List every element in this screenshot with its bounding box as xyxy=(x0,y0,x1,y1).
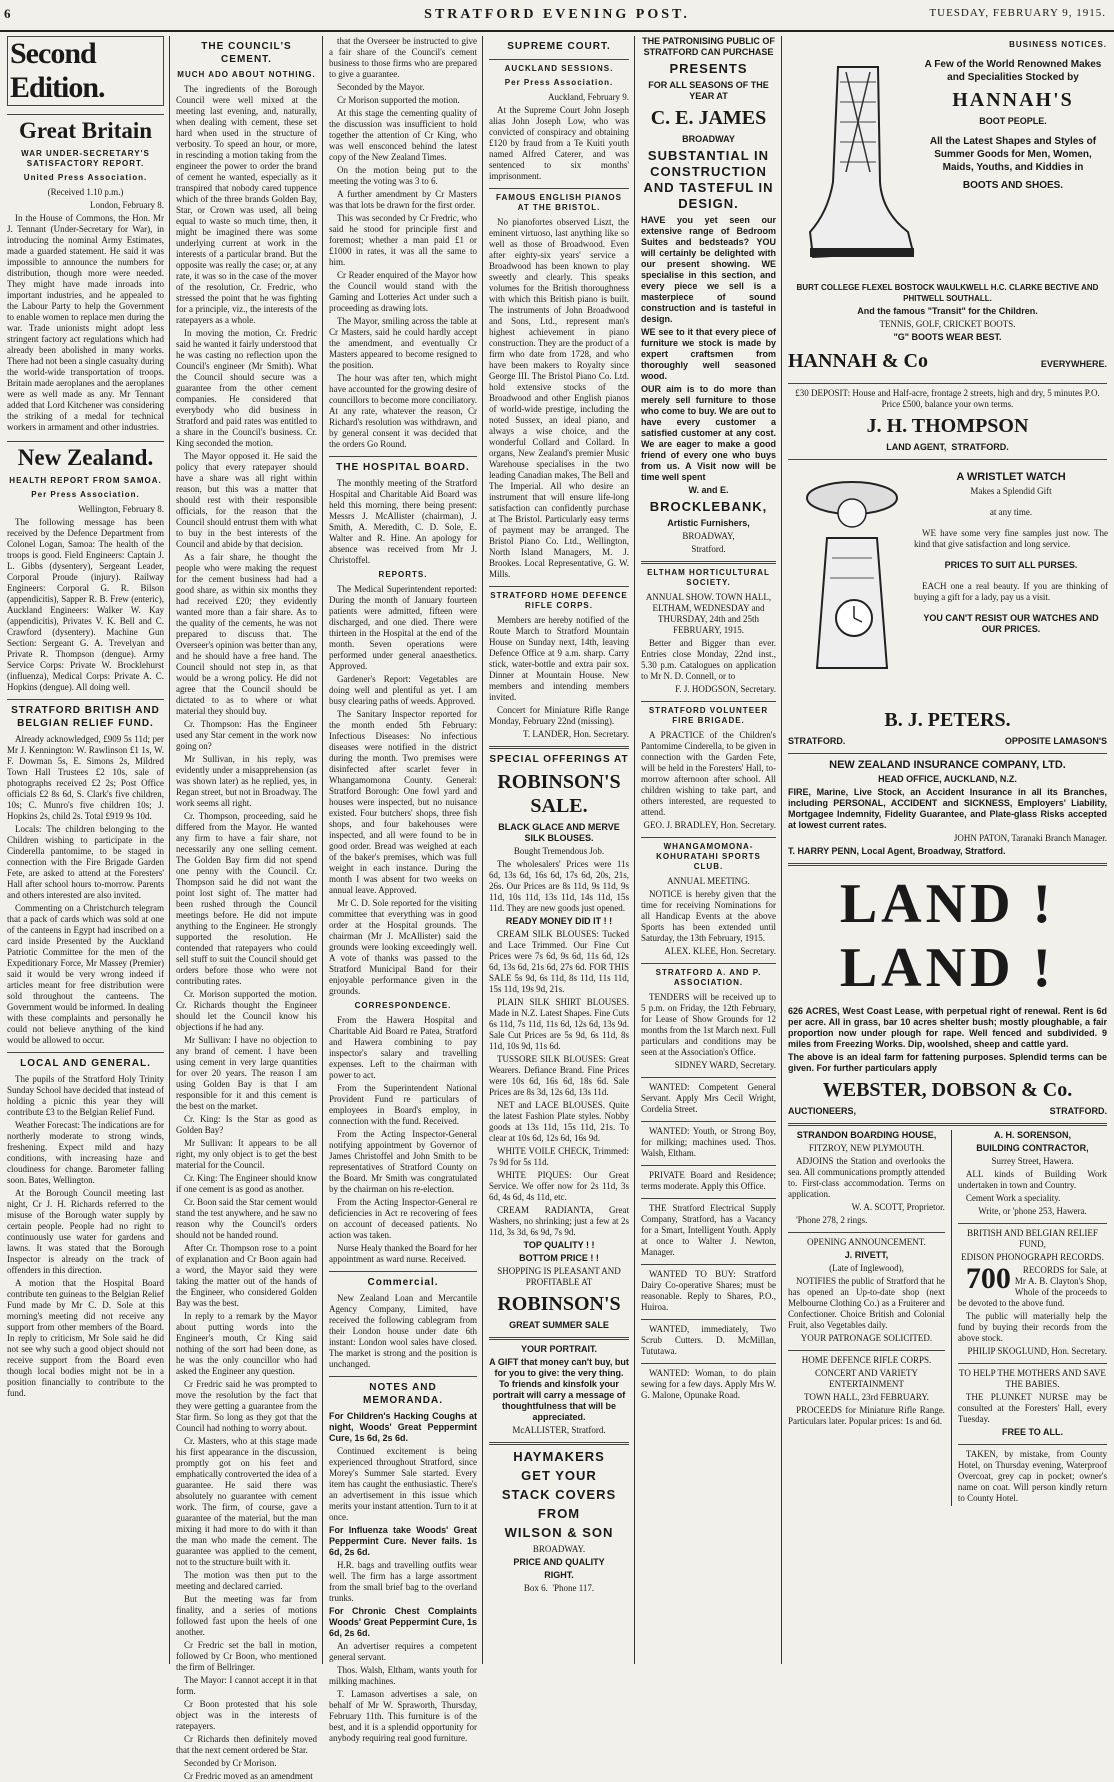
boot-makes-list: BURT COLLEGE FLEXEL BOSTOCK WAULKWELL H.C. CLARKE BECTIVE AND PHITWELL SOUTHALL. xyxy=(796,283,1099,303)
article-paragraph: Mr Sullivan: I have no objection to any brand of cement. I have been using cement in very large quantities for over 20 years. The reason I am using Golden Bay is that I am responsible for it and this cement is the best on the market. xyxy=(176,1035,317,1111)
headline-hospital-board: THE HOSPITAL BOARD. xyxy=(336,462,470,473)
ad-line: Bought Tremendous Job. xyxy=(513,846,605,856)
ad-line: YOUR PATRONAGE SOLICITED. xyxy=(800,1333,933,1343)
article-paragraph: Cr. King: The Engineer should know if one cement is as good as another. xyxy=(176,1173,317,1194)
ad-line: Stratford. xyxy=(691,544,726,554)
notice-paragraph: NOTICE is hereby given that the time for receiving Nominations for all Handicap Events at the above Sports has been extended until Saturday, the 13th February, 1915. xyxy=(641,889,776,943)
article-paragraph: Cr. Thompson, proceeding, said he differed from the Mayor. He wanted any firm to have a fair share, not necessarily any one selling cement. The Golden Bay firm did not spend one penny with the Council. Cr. Thompson said he did not want the point lost sight of. The matter had been rushed through the Council meetings before. He did not impute anything to the Engineer. He strongly supported the resolution. He contended that ratepayers who could sell stuff to suit the Council should get orders before those who were not contributing rates. xyxy=(176,811,317,986)
ad-line xyxy=(957,1262,1108,1309)
headline-rifle-corps: STRATFORD HOME DEFENCE RIFLE CORPS. xyxy=(490,591,628,610)
ad-robinsons: ROBINSON'S xyxy=(497,1293,621,1315)
ad-line: £30 DEPOSIT: House and Half-acre, frontage 2 streets, high and dry, 5 minutes P.O. Price £500, balance your own terms. xyxy=(795,388,1100,409)
article-paragraph: But the meeting was far from finality, and a series of motions followed fast upon the heels of one another. xyxy=(176,1594,317,1637)
divider xyxy=(641,837,776,838)
divider xyxy=(958,1363,1107,1364)
column-rule xyxy=(169,36,170,1664)
article-paragraph: Cr. Boon said the Star cement would stand the test anywhere, and he saw no reason why the Council's orders should not be handed round. xyxy=(176,1197,317,1240)
dateline: Auckland, February 9. xyxy=(548,92,629,102)
divider xyxy=(958,1444,1107,1445)
headline-notes-memoranda: NOTES AND MEMORANDA. xyxy=(363,1382,443,1406)
ad-line: ALL kinds of Building Work undertaken in town and Country. xyxy=(957,1169,1108,1190)
ad-land: LAND ! LAND ! xyxy=(839,873,1056,999)
ad-line: STRANDON BOARDING HOUSE, xyxy=(796,1130,937,1140)
article-paragraph: At the Supreme Court John Joseph alias John Joseph Low, who was convicted of conspiracy and obtaining £120 by fraud from a Te Kuiti youth named Alfred Caterer, and was sentenced to six months' imprisonment. xyxy=(489,105,629,181)
ad-insurance-title: NEW ZEALAND INSURANCE COMPANY, LTD. xyxy=(829,759,1066,771)
ad-line: BOOT PEOPLE. xyxy=(979,116,1047,126)
agency-credit: United Press Association. xyxy=(23,173,148,182)
ad-wilson-son: WILSON & SON xyxy=(504,1525,614,1540)
ad-line: Artistic Furnishers, xyxy=(667,518,750,528)
classified-ad: THE Stratford Electrical Supply Company, Stratford, has a Vacancy for a Smart, Intelligent Youth. Apply at once to Walter J. Newton, Manager. xyxy=(641,1203,776,1257)
article-paragraph: From the Acting Inspector-General notifying appointment by Governor of James Christoffel and John Smith to be representatives of Stratford County on the Board. Mr Smith was congratulated by the chairman on his re-election. xyxy=(329,1129,477,1194)
divider xyxy=(788,1350,945,1351)
article-paragraph: The Mayor opposed it. He said the policy that every ratepayer should have a share was all right within reason, but this was a matter that should rest with their responsible officials, for the reason that the Council should entrust them with what to buy in the best interests of the Council and abide by that decision. xyxy=(176,451,317,549)
ad-line: EACH one a real beauty. If you are thinking of buying a gift for a lady, pay us a visit. xyxy=(914,581,1108,602)
article-paragraph: No pianofortes observed Liszt, the eminent virtuoso, last anything like so well as those of Broadwood. Even after eighty-six years' service a Broadwood has been known to play sweetly and clearly. This speaks volumes for the British thoroughness with which this British piano is built. The instruments of John Broadwood and Sons, Ltd., represent man's highest achievement in piano construction. They are the product of a firm who date from 1728, and who have been makers to Royalty since George III. The Bristol Piano Co. Ltd. hold extensive stocks of the Broadwood and other English pianos of world-wide prestige, including the noted Sussex, an ideal piano, and always a wise choice, and the wonderful Collard and Collard. In organs, New Zealand's premier Music Warehouse specialises in the two leading Canadian makes, The Bell and The Imperial. All who desire an instrument that will ensure life-long satisfaction can confidently purchase at The Bristol. Particularly easy terms of payment may be arranged. The Bristol Piano Co. Ltd., Wellington, North Island Managers, M. J. Brookes. Local Representative, G. W. Mills. xyxy=(489,217,629,579)
ad-line: TOP QUALITY ! ! xyxy=(523,1240,595,1250)
boot-illustration-icon xyxy=(798,62,918,272)
ad-line: TUSSORE SILK BLOUSES: Great Wearers. Defiance Brand. Fine Prices were 10s 6d, 16s 6d, 18s 6d. Sale Prices are 8s 3d, 12s 6d, 13s 11d. xyxy=(489,1054,629,1097)
article-paragraph: A further amendment by Cr Masters was that lots be drawn for the first order. xyxy=(329,189,477,210)
divider xyxy=(788,1232,945,1233)
column-rule xyxy=(781,36,782,1664)
ad-portrait-title: YOUR PORTRAIT. xyxy=(520,1344,597,1354)
ad-line: FITZROY, NEW PLYMOUTH. xyxy=(808,1143,925,1153)
notice-paragraph: TENDERS will be received up to 5 p.m. on Friday, the 12th February, for Lease of Show Grounds for 12 months from the 1st March next. Full particulars and conditions may be seen at the Association's Office. xyxy=(641,992,776,1057)
article-paragraph: Seconded by the Mayor. xyxy=(337,82,425,92)
divider xyxy=(958,1223,1107,1224)
second-edition-banner: Second Edition. xyxy=(7,36,164,106)
ad-line: BUILDING CONTRACTOR, xyxy=(976,1143,1089,1153)
ad-line: BROADWAY, xyxy=(682,531,735,541)
article-paragraph: This was seconded by Cr Fredric, who said he stood for principle first and foremost; whether a man paid £1 or £1000 in rates, it was all the same to him. xyxy=(329,213,477,267)
ad-line: STRATFORD. xyxy=(788,736,846,746)
divider xyxy=(489,1337,629,1340)
article-paragraph: From the Hawera Hospital and Charitable Aid Board re Patea, Stratford and Hawera combining to pay inspector's salary and travelling expenses. Left to the chairman with power to act. xyxy=(329,1015,477,1080)
column-5 xyxy=(636,36,781,1664)
ad-special-offerings: SPECIAL OFFERINGS AT xyxy=(489,754,629,765)
divider xyxy=(641,1363,776,1364)
column-2 xyxy=(171,36,322,1781)
ad-line: OPENING ANNOUNCEMENT. xyxy=(807,1237,926,1247)
headline-eltham-show: ELTHAM HORTICULTURAL SOCIETY. xyxy=(647,568,770,587)
article-paragraph: Weather Forecast: The indications are for northerly moderate to strong winds, freshening. Expect mild and hazy conditions, with increasing haze and cloudiness for change. Barometer falling soon. Bates, Wellington. xyxy=(7,1120,164,1185)
records-count: 700 xyxy=(965,1262,1011,1295)
ad-line: Cement Work a speciality. xyxy=(965,1193,1061,1203)
ad-peters: B. J. PETERS. xyxy=(884,709,1011,731)
classified-ad: PRIVATE Board and Residence; terms moderate. Apply this Office. xyxy=(641,1170,776,1191)
ad-line: NOTIFIES the public of Stratford that he has opened an Up-to-date shop (next Melbourne Clothing Co.) as a Fruiterer and Confectioner. Choice British and Colonial Fruit, also Vegetables daily. xyxy=(788,1276,945,1330)
ad-line: A. H. SORENSON, xyxy=(993,1130,1071,1140)
article-paragraph: Locals: The children belonging to the Children wishing to participate in the Cinderella pantomime, to be staged in connection with the Fire Brigade Garden Fete, are asked to attend at the Foresters' Hall after school hours to-morrow. Parents and others interested are also invited. xyxy=(7,824,164,900)
article-paragraph: T. Lamason advertises a sale, on behalf of Mr W. Spraworth, Thursday, February 11th. This furniture is of the best, and it is a splendid opportunity for anybody requiring real good furniture. xyxy=(329,1689,477,1743)
ad-line: WE have some very fine samples just now. The kind that give satisfaction and long service. xyxy=(914,528,1108,549)
ad-line: Makes a Splendid Gift xyxy=(970,486,1052,496)
article-paragraph: At the Borough Council meeting last night, Cr J. H. Richards referred to the misuse of the Borough water supply by certain people. People had no right to continuously use water for gardens and lawns. It was stated that the Borough Inspector is already on the track of offenders in this direction. xyxy=(7,1188,164,1275)
headline-commercial: Commercial. xyxy=(367,1277,439,1288)
ad-brocklebank: BROCKLEBANK, xyxy=(649,499,768,514)
column-4 xyxy=(484,36,634,1664)
ad-line: McALLISTER, Stratford. xyxy=(512,1425,606,1435)
lady-with-watch-illustration-icon xyxy=(792,468,912,698)
subhead-correspondence: CORRESPONDENCE. xyxy=(354,1001,452,1010)
signature: JOHN PATON, Taranaki Branch Manager. xyxy=(953,833,1107,843)
article-paragraph: The Sanitary Inspector reported for the month ended 5th February: Infectious Diseases: No infectious diseases were notified in the district during the month. Two premises were disinfected after scarlet fever in Whangamomona County. General: Stratford Borough: One fowl yard and houses were inspected, but no nuisance existed. Four butchers' shops, three fish shops, and four bakehouses were inspected, and all were found to be in good order. Bread was weighed at each of the baker's premises, which was full weight in each instance. During the month I was absent for two weeks on annual leave. Approved. xyxy=(329,709,477,895)
masthead xyxy=(0,2,1114,32)
ad-line: 626 ACRES, West Coast Lease, with perpetual right of renewal. Rent is 6d per acre. All in grass, bar 10 acres shelter bush; mostly ploughable, a fair proportion now under plough for rape. Well fenced and subdivided. 9 miles from Freezing Works. Dip, woolshed, sheep and cattle yard. xyxy=(788,1006,1107,1049)
ad-line: GREAT SUMMER SALE xyxy=(509,1320,609,1330)
ad-thompson: J. H. THOMPSON xyxy=(866,415,1029,437)
hannah-footer xyxy=(788,345,1107,377)
divider xyxy=(329,456,477,457)
subhead-auckland-sessions: AUCKLAND SESSIONS. xyxy=(504,64,614,73)
ad-line: Write, or 'phone 253, Hawera. xyxy=(978,1206,1087,1216)
article-paragraph: A motion that the Hospital Board contribute ten guineas to the Belgian Relief Fund made by Mr C. D. Sole at this morning's meeting did not receive any support from other members of the Board. In reply to criticism, Mr Sole said he did not see why such a good object should not receive support from the Board even though local bodies might not be in a position financially to contribute to the fund. xyxy=(7,1278,164,1398)
ad-line: NET and LACE BLOUSES. Quite the latest Fashion Plate styles. Nobby goods at 13s 11d, 15s 11d, 21s. To clear at 10s 6d, 12s 6d, 16s 9d. xyxy=(489,1100,629,1143)
divider xyxy=(788,1123,1107,1126)
ad-line: BROADWAY xyxy=(682,134,735,144)
article-paragraph: Nurse Healy thanked the Board for her appointment as ward nurse. Received. xyxy=(329,1243,477,1264)
received-time: (Received 1.10 p.m.) xyxy=(47,187,124,197)
business-notices-header: BUSINESS NOTICES. xyxy=(1009,40,1107,49)
divider xyxy=(641,1077,776,1078)
article-paragraph: As a fair share, he thought the people who were making the request for the cement business had had a good share, as within six months they had received £20; they evidently wanted more than a fair share. As to the quality of the cements, he was not prepared to discuss that. The Overseer's opinion was better than any, and he should have a free hand. The Council should not step in, as that would be a wrong policy. He did not agree that the Council should be dictated to as to where or what material they should buy. xyxy=(176,552,317,716)
column-rule xyxy=(482,36,483,1664)
article-paragraph: H.R. bags and travelling outfits wear well. The firm has a large assortment from the small brief bag to the overland trunks. xyxy=(329,1560,477,1603)
ad-line: TENNIS, GOLF, CRICKET BOOTS. xyxy=(879,319,1016,329)
headline-sports-club: WHANGAMOMONA-KOHURATAHI SPORTS CLUB. xyxy=(656,842,761,871)
article-paragraph: Continued excitement is being experienced throughout Stratford, since Morey's Summer Sale started. Every item has caught the enthusiastic. There's an advertisement in this issue which merits your instant attention. Turn to it at once. xyxy=(329,1446,477,1522)
ad-box: Box 6. xyxy=(523,1583,548,1593)
article-paragraph: Mr Sullivan, in his reply, was evidently under a misapprehension (as was shown later) as he replied, yes, in Regan street, but not in Broadway. The work seems all right. xyxy=(176,754,317,808)
ad-line: FOR ALL SEASONS OF THE YEAR AT xyxy=(648,80,769,101)
ad-line: WHITE PIQUES: Our Great Service. We offer now for 2s 11d, 3s 6d, 4s 6d, 4s 11d, etc. xyxy=(489,1170,629,1202)
ad-line xyxy=(489,1583,629,1594)
divider xyxy=(641,1264,776,1265)
ad-line: PRICE AND QUALITY xyxy=(513,1557,605,1567)
divider xyxy=(329,1271,477,1272)
ad-line: AUCTIONEERS, xyxy=(788,1106,857,1116)
classified-ad: WANTED: Competent General Servant. Apply Mrs Cecil Wright, Cordelia Street. xyxy=(641,1082,776,1114)
newspaper-title: STRATFORD EVENING POST. xyxy=(424,7,690,22)
ad-line: STACK COVERS xyxy=(501,1487,617,1502)
divider xyxy=(489,746,629,749)
article-paragraph: Cr Boon protested that his sole object was in the interests of ratepayers. xyxy=(176,1699,317,1731)
notice-paragraph: A PRACTICE of the Children's Pantomime Cinderella, to be given in connection with the Garden Fete, will be held in the Foresters' Hall, to-morrow afternoon after school. All children wishing to take part, and others interested, are requested to attend. xyxy=(641,730,776,817)
ad-line: WE see to it that every piece of furniture we stock is made by expert craftsmen from thoroughly well seasoned wood. xyxy=(641,327,776,381)
headline-new-zealand: New Zealand. xyxy=(7,441,164,472)
ad-line: BLACK GLACE AND MERVE SILK BLOUSES. xyxy=(498,822,620,843)
article-paragraph: Cr. Masters, who at this stage made his first appearance in the discussion, promptly got on his feet and emphatically controverted the idea of a guarantee. He said there was absolutely no guarantee with cement work. The firm, of course, gave a guarantee of the material, but the man mixing it had more to do with it than the man who made the cement. The guarantee was applied to the cement, not to the structure built with it. xyxy=(176,1436,317,1567)
page-number: 6 xyxy=(4,6,11,21)
headline-ap-association: STRATFORD A. AND P. ASSOCIATION. xyxy=(655,968,762,987)
article-paragraph: Mr Sullivan: It appears to be all right, my only object is to get the best material for the Council. xyxy=(176,1138,317,1170)
ad-line: EDISON PHONOGRAPH RECORDS. xyxy=(961,1252,1104,1262)
article-paragraph: New Zealand Loan and Mercantile Agency Company, Limited, have received the following cablegram from their London house under date 6th instant: London wool sales have closed. The market is strong and the position is unchanged. xyxy=(329,1293,477,1369)
records-text: RECORDS for Sale, at Mr A. B. Clayton's Shop, Whole of the proceeds to be devoted to the above fund. xyxy=(957,1265,1108,1308)
ad-line: A WRISTLET WATCH xyxy=(956,471,1066,483)
ad-line xyxy=(788,442,1107,453)
headline-fire-brigade: STRATFORD VOLUNTEER FIRE BRIGADE. xyxy=(648,706,769,725)
ad-hannahs: HANNAH'S xyxy=(952,89,1074,111)
ad-webster-dobson: WEBSTER, DOBSON & Co. xyxy=(822,1079,1073,1101)
headline-supreme-court: SUPREME COURT. xyxy=(507,41,611,52)
article-paragraph: The motion was then put to the meeting and declared carried. xyxy=(176,1570,317,1591)
ad-line: TAKEN, by mistake, from County Hotel, on Thursday evening, Waterproof Overcoat, grey cap in pocket; owner's name on coat. Will person kindly return to County Hotel. xyxy=(957,1449,1108,1503)
dateline: London, February 8. xyxy=(90,200,164,210)
ad-line: CREAM RADIANTA, Great Washers, no shrinking; just a few at 2s 11d, 3s 3d, 6s 9d, 7s 9d. xyxy=(489,1205,629,1237)
ad-line: BOTTOM PRICE ! ! xyxy=(519,1253,599,1263)
article-paragraph: For Influenza take Woods' Great Peppermint Cure. Never fails. 1s 6d, 2s 6d. xyxy=(329,1525,477,1557)
ad-line: TOWN HALL, 23rd FEBRUARY. xyxy=(804,1392,929,1402)
issue-date: TUESDAY, FEBRUARY 9, 1915. xyxy=(929,7,1106,19)
ad-line: ADJOINS the Station and overlooks the sea. All communications promptly attended to. First-class accommodation. Terms on application. xyxy=(788,1156,945,1199)
headline-council-cement: THE COUNCIL'S CEMENT. xyxy=(201,41,292,65)
article-paragraph: Cr Richards then definitely moved that the next cement ordered be Star. xyxy=(176,1734,317,1755)
ad-line: FIRE, Marine, Live Stock, an Accident Insurance in all its Branches, including PERSONAL, ACCIDENT and SICKNESS, Employers' Liability, Mortgagee Indemnity, Fidelity Guarantee, and Plate-glass Risks accepted at lowest current rates. xyxy=(788,787,1107,830)
ad-line: THE PATRONISING PUBLIC OF STRATFORD CAN PURCHASE xyxy=(642,36,775,57)
divider xyxy=(641,1319,776,1320)
ad-line: A GIFT that money can't buy, but for you to give: the very thing. To friends and kinsfolk your portrait will carry a message of thoughtfulness that will be appreciated. xyxy=(489,1357,629,1422)
signature: GEO. J. BRADLEY, Hon. Secretary. xyxy=(643,820,776,830)
ad-hannah-co: HANNAH & Co xyxy=(788,350,928,372)
ad-line: YOU CAN'T RESIST OUR WATCHES AND OUR PRICES. xyxy=(923,613,1099,634)
hannahs-ad xyxy=(788,54,1107,282)
ad-line: at any time. xyxy=(989,507,1033,517)
article-paragraph: that the Overseer be instructed to give a fair share of the Council's cement business to those firms who are prepared to give a guarantee. xyxy=(329,36,477,79)
ad-line: PRICES TO SUIT ALL PURSES. xyxy=(944,560,1078,570)
ad-line: THE PLUNKET NURSE may be consulted at the Foresters' Hall, every Tuesday. xyxy=(957,1392,1108,1424)
article-paragraph: Seconded by Cr Morison. xyxy=(184,1758,277,1768)
headline-local-general: LOCAL AND GENERAL. xyxy=(20,1058,151,1069)
article-paragraph: From the Acting Inspector-General re deficiencies in Act re recovering of fees on account of deceased patients. No action was taken. xyxy=(329,1197,477,1240)
article-paragraph: The pupils of the Stratford Holy Trinity Sunday School have decided that instead of holding a picnic this year they will contribute £3 to the Belgian Relief Fund. xyxy=(7,1074,164,1117)
divider xyxy=(489,586,629,587)
subhead-samoa: HEALTH REPORT FROM SAMOA. xyxy=(9,476,162,485)
classified-ad: WANTED: Youth, or Strong Boy, for milking; machines used. Thos. Walsh, Eltham. xyxy=(641,1126,776,1158)
article-paragraph: In the House of Commons, the Hon. Mr J. Tennant (Under-Secretary for War), in introducing the nominal Army Estimates, made a guarded statement. He said it was impossible to announce the numbers for distribution, though more were needed. They might have made inroads into important industries, and he appealed to the Labour Party to help the Government to enable women to replace men during the war. Trade unionists might adopt less stringent factory act regulations which had already been abolished in many works. There had not been a single casualty during the world-wide transportation of troops. Britain made aeroplanes and the aeroplanes were as well made as any. Mr Tennant added that Lord Kitchener was considering the striking of a medal for technical workers in armament and other industries. xyxy=(7,213,164,432)
agency-credit: Per Press Association. xyxy=(504,78,614,87)
article-paragraph: The following message has been received by the Defence Department from Colonel Logan, Samoa: The health of the troops is good. Field Engineers: Captain J. L. Gibbs (dysentery), Sergeant Leader, Corporal Proude (injury). Railway Engineers: Corporal G. R. Bilson (appendicitis), Sapper R. B. Frew (enteric), Auckland Engineers: Walker W. Kay (appendicitis), Privates V. K. Bell and C. Crawford (dysentery). Machine Gun Section: Sergeant G. A. Trevelyan and Private R. Thompson (dengue). Army Service Corps: Private W. Brocklehurst (influenza), Medical Corps: Private A. C. Hopkins (dengue). All doing well. xyxy=(7,517,164,692)
divider xyxy=(641,701,776,702)
ad-line: The wholesalers' Prices were 11s 6d, 13s 6d, 16s 6d, 17s 6d, 20s, 21s, 26s. Our Prices are 8s 11d, 9s 11d, 9s 11d, 10s 11d, 13s 11d, 14s 11d, 15s 11d. They are new goods just opened. xyxy=(489,859,629,913)
divider xyxy=(7,699,164,700)
ad-line: The above is an ideal farm for fattening purposes. Splendid terms can be given. For further particulars apply xyxy=(788,1052,1107,1073)
signature: PHILIP SKOGLUND, Hon. Secretary. xyxy=(967,1346,1108,1356)
ad-line: BOOTS AND SHOES. xyxy=(962,180,1064,191)
article-paragraph: Mr C. D. Sole reported for the visiting committee that everything was in good order at the Hospital grounds. The chairman (Mr J. McAllister) said the grounds were looking exceedingly well. A vote of thanks was passed to the Stratford Municipal Band for their enjoyable performance given in the grounds. xyxy=(329,898,477,996)
agency-credit: Per Press Association. xyxy=(31,490,140,499)
article-paragraph: Thos. Walsh, Eltham, wants youth for milking machines. xyxy=(329,1665,477,1686)
ad-line: WHITE VOILE CHECK, Trimmed: 7s 9d for 5s 11d. xyxy=(489,1146,629,1167)
ad-ce-james: C. E. JAMES xyxy=(650,107,767,129)
divider xyxy=(641,1165,776,1166)
ad-line: And the famous "Transit" for the Children. xyxy=(857,306,1038,316)
ad-line: STRATFORD. xyxy=(1049,1106,1107,1116)
divider xyxy=(788,753,1107,754)
divider xyxy=(7,1052,164,1053)
ad-line: GET YOUR xyxy=(521,1468,597,1483)
ad-line: All the Latest Shapes and Styles of Summer Goods for Men, Women, Maids, Youths, and Kiddies in xyxy=(929,136,1097,173)
ad-line: W. and E. xyxy=(688,485,729,495)
bottom-ads xyxy=(788,1130,1107,1506)
ad-line: OUR aim is to do more than merely sell furniture to those who come to buy. We are out to have every customer a satisfied customer at any cost. We are eager to make a good friend of every one who buys from us. A Visit now will be time well spent xyxy=(641,384,776,482)
article-paragraph: After Cr. Thompson rose to a point of explanation and Cr Boon again had a word, the Mayor said they were taking the matter out of the hands of the Engineer, who considered Golden Bay was the best. xyxy=(176,1243,317,1308)
ad-phone: 'Phone 117. xyxy=(552,1583,595,1593)
headline-great-britain: Great Britain xyxy=(7,114,164,145)
divider xyxy=(489,188,629,189)
article-paragraph: On the motion being put to the meeting the voting was 3 to 6. xyxy=(329,165,477,186)
column-3 xyxy=(324,36,482,1743)
article-paragraph: An advertiser requires a competent general servant. xyxy=(329,1641,477,1662)
article-paragraph: Gardener's Report: Vegetables are doing well and plentiful as yet. I am busy clearing paths of weeds. Approved. xyxy=(329,674,477,706)
ad-line: T. HARRY PENN, Local Agent, Broadway, Stratford. xyxy=(788,846,1006,856)
article-paragraph: The Mayor, smiling across the table at Cr Masters, said he could hardly accept the amendment, and eventually Cr Masters appeared to become resigned to the position. xyxy=(329,316,477,370)
signature: SIDNEY WARD, Secretary. xyxy=(674,1060,776,1070)
divider xyxy=(788,863,1107,866)
subhead-much-ado: MUCH ADO ABOUT NOTHING. xyxy=(177,70,316,79)
article-paragraph: Members are hereby notified of the Route March to Stratford Mountain House on Sunday next, 14th, leaving Defence Office at 9 a.m. sharp. Carry stick, water-bottle and extra pair sox. Dinner at Mountain House. New members and intending members invited. xyxy=(489,615,629,702)
divider xyxy=(641,1121,776,1122)
divider xyxy=(788,459,1107,460)
article-paragraph: Cr. King: Is the Star as good as Golden Bay? xyxy=(176,1114,317,1135)
dateline: Wellington, February 8. xyxy=(78,504,164,514)
divider xyxy=(641,963,776,964)
ad-line: CONCERT AND VARIETY ENTERTAINMENT xyxy=(814,1368,918,1389)
column-1 xyxy=(2,36,169,1664)
ad-line: READY MONEY DID IT ! ! xyxy=(505,916,613,926)
ad-line: FREE TO ALL. xyxy=(1001,1427,1063,1437)
article-paragraph: Cr Fredric set the ball in motion, followed by Cr Boon, who mentioned the firm of Bellringer. xyxy=(176,1640,317,1672)
column-rule xyxy=(951,1130,952,1506)
thompson-town: STRATFORD. xyxy=(951,442,1009,452)
article-paragraph: Commenting on a Christchurch telegram that a pack of cards which was sold at one of the canteens in Egypt had inscribed on a card inside Presented by the Auckland Patriotic Committee for the men of the Expeditionary Force, Mr Massey (Premier) said it would be very wrong indeed if articles meant for free distribution were sold throughout the canteens. The Government would be informed. In dealing with these complaints and personally he could not believe anything of the kind would be allowed to occur. xyxy=(7,903,164,1045)
ad-line: PLAIN SILK SHIRT BLOUSES. Made in N.Z. Latest Shapes. Fine Cuts 6s 11d, 7s 11d, 11s 6d, 12s 6d, 13s 9d. Sale Cut Prices are 5s 9d, 6s 11d, 8s 11d, 10s 9d, 11s 6d. xyxy=(489,997,629,1051)
notice-subhead: ANNUAL MEETING. xyxy=(667,876,750,886)
ad-line: HAVE you yet seen our extensive range of Bedroom Suites and bedsteads? YOU will certainly be delighted with our present showing. WE specialise in this section, and every piece we sell is a masterpiece of sound construction and is tasteful in design. xyxy=(641,215,776,324)
divider xyxy=(641,1198,776,1199)
article-paragraph: Cr. Morison supported the motion. Cr. Richards thought the Engineer should let the Council know his objections if he had any. xyxy=(176,989,317,1032)
thompson-title: LAND AGENT, xyxy=(886,442,947,452)
ad-haymakers: HAYMAKERS xyxy=(513,1449,605,1464)
ad-line: FROM xyxy=(537,1506,581,1521)
ad-line: CREAM SILK BLOUSES: Tucked and Lace Trimmed. Our Fine Cut Prices were 7s 6d, 9s 6d, 11s 6d, 12s 6d, 13s 6d, 21s 6d, 27s 6d. FOR THIS SALE 5s 9d, 6s 11d, 8s 11d, 11s 11d, 15s 11d, 19s 9d, 21s. xyxy=(489,929,629,994)
headline-relief-fund: STRATFORD BRITISH AND BELGIAN RELIEF FUND. xyxy=(11,705,160,729)
peters-footer xyxy=(788,736,1107,747)
ad-line: J. RIVETT, xyxy=(844,1250,889,1260)
ad-substantial: SUBSTANTIAL IN CONSTRUCTION AND TASTEFUL IN DESIGN. xyxy=(643,148,774,211)
classified-ad: WANTED TO BUY: Stratford Dairy Co-operative Shares; must be reasonable. Reply to Shares, P.O., Huiroa. xyxy=(641,1269,776,1312)
ad-line: OPPOSITE LAMASON'S xyxy=(1004,736,1107,746)
classified-ad: WANTED: Woman, to do plain sewing for a few days. Apply Mrs W. G. Malone, Opunake Road. xyxy=(641,1368,776,1400)
bottom-ads-right xyxy=(958,1130,1107,1506)
webster-footer xyxy=(788,1106,1107,1117)
article-paragraph: The monthly meeting of the Stratford Hospital and Charitable Aid Board was held this morning, there being present: Messrs J. McAllister (chairman), J. Smith, A. Meredith, C. D. Sole, E. Walter and R. Hine. An apology for absence was received from Mr J. Christoffel. xyxy=(329,478,477,565)
ad-line: RIGHT. xyxy=(544,1570,574,1580)
ad-line: Surrey Street, Hawera. xyxy=(991,1156,1074,1166)
ad-presents: PRESENTS xyxy=(669,61,748,76)
ad-line: SHOPPING IS PLEASANT AND PROFITABLE AT xyxy=(497,1266,621,1287)
divider xyxy=(489,1442,629,1445)
ad-line: (Late of Inglewood), xyxy=(829,1263,904,1273)
peters-watch-ad xyxy=(788,464,1107,704)
ad-line: PROCEEDS for Miniature Rifle Range. Particulars later. Popular prices: 1s and 6d. xyxy=(788,1405,945,1426)
ad-line: The public will materially help the fund by buying their records from the above stock. xyxy=(957,1311,1108,1343)
ad-line: 'Phone 278, 2 rings. xyxy=(796,1215,868,1225)
ad-line: BRITISH AND BELGIAN RELIEF FUND, xyxy=(967,1228,1098,1249)
ad-line: "G" BOOTS WEAR BEST. xyxy=(893,332,1002,342)
bottom-ads-left xyxy=(788,1130,945,1506)
article-paragraph: Already acknowledged, £909 5s 11d; per Mr J. Kennington: W. Rawlinson £1 1s, W. F. Dowman 5s, E. Simons 2s, Mildred Town Hall Trustees £2 10s, sale of photographs received £2 2s; Post Office officials £2 8s 6d, S. Clark's five children, 10s; C. Munro's five children 10s; J. Hopkins 2s, child 2s. Total £919 9s 10d. xyxy=(7,734,164,821)
article-paragraph: Cr Fredric said he was prompted to move the resolution by the fact that they were getting a guarantee from the Star firm. So long as they got that the Council had nothing to worry about. xyxy=(176,1379,317,1433)
article-paragraph: For Children's Hacking Coughs at night, Woods' Great Peppermint Cure, 1s 6d, 2s 6d. xyxy=(329,1411,477,1443)
article-paragraph: The ingredients of the Borough Council were well mixed at the meeting last evening, and, naturally, when dealing with cement, these set hard when used in the structure of verbosity. To speed an hour, or more, in rescinding a motion taking from the engineer the power to order the brand of cement he wanted, especially as it transpired that nobody cared tuppence which of the three brands Golden Bay, Star, or Crown was used, all being equal to waste so much time, then, it might be imagined there was some underlying current at work in the interests of a particular brand. But the opposite was really the case; or, at any rate, it was so in the case of the mover of the resolution, Cr. Fredric, who stressed the point that he was fighting for a principle, viz., the interests of the ratepayers as a whole. xyxy=(176,84,317,325)
headline-pianos: FAMOUS ENGLISH PIANOS AT THE BRISTOL. xyxy=(496,193,622,212)
article-paragraph: In moving the motion, Cr. Fredric said he wanted it fairly understood that he was casting no reflection upon the Council's engineer (Mr Smith). What the Council should secure was a guarantee from the other cement companies. He considered that everybody who did business in Stratford and paid rates was entitled to a share in the Council's business. Cr. King seconded the motion. xyxy=(176,328,317,448)
divider xyxy=(788,383,1107,384)
article-paragraph: Cr Reader enquired of the Mayor how the Council would stand with the Gaming and Lotteries Act under such a proceeding as drawing lots. xyxy=(329,270,477,313)
article-paragraph: From the Superintendent National Provident Fund re particulars of employees in Board's employ, in connection with the fund. Received. xyxy=(329,1083,477,1126)
article-paragraph: Cr Fredric moved as an amendment xyxy=(184,1771,313,1781)
divider xyxy=(329,1376,477,1377)
ad-line: HOME DEFENCE RIFLE CORPS. xyxy=(801,1355,932,1365)
signature: T. LANDER, Hon. Secretary. xyxy=(523,729,629,739)
subhead-war-report: WAR UNDER-SECRETARY'S SATISFACTORY REPORT. xyxy=(21,149,150,168)
article-paragraph: Cr Morison supported the motion. xyxy=(337,95,460,105)
signature: W. A. SCOTT, Proprietor. xyxy=(851,1202,945,1212)
column-6-business-notices xyxy=(783,36,1112,1664)
ad-robinsons-sale: ROBINSON'S SALE. xyxy=(497,771,621,817)
ad-line: A Few of the World Renowned Makes and Specialities Stocked by xyxy=(924,59,1102,83)
notice-paragraph: Better and Bigger than ever. Entries close Monday, 22nd inst., 5.30 p.m. Catalogues on application to Mr N. D. Connell, or to xyxy=(641,638,776,681)
column-rule xyxy=(634,36,635,1664)
signature: ALEX. KLEE, Hon. Secretary. xyxy=(664,946,776,956)
signature: F. J. HODGSON, Secretary. xyxy=(675,684,776,694)
article-paragraph: The Medical Superintendent reported: During the month of January fourteen patients were admitted, fifteen were discharged, and one died. There were thirteen in the Hospital at the end of the month. Seven operations were performed under general anaesthetics. Approved. xyxy=(329,584,477,671)
article-paragraph: Concert for Miniature Rifle Range Monday, February 22nd (missing). xyxy=(489,705,629,726)
article-paragraph: The hour was after ten, which might have accounted for the growing desire of councillors to become more conciliatory. At any rate, whatever the reason, Cr Richard's resolution was withdrawn, and by general consent it was decided that the orders Go Round. xyxy=(329,373,477,449)
classified-ad: WANTED, immediately, Two Scrub Cutters. D. McMillan, Tututawa. xyxy=(641,1324,776,1356)
article-paragraph: The Mayor: I cannot accept it in that form. xyxy=(176,1675,317,1696)
divider xyxy=(489,59,629,60)
divider xyxy=(641,561,776,564)
ad-line: HEAD OFFICE, AUCKLAND, N.Z. xyxy=(878,774,1017,784)
article-paragraph: At this stage the cementing quality of the discussion was insufficient to hold together the attention of Cr King, who was well ensconced behind the latest copy of the New Zealand Times. xyxy=(329,108,477,162)
notice-paragraph: ANNUAL SHOW. TOWN HALL, ELTHAM, WEDNESDAY and THURSDAY, 24th and 25th FEBRUARY, 1915. xyxy=(645,592,772,635)
column-rule xyxy=(322,36,323,1664)
ad-line: EVERYWHERE. xyxy=(1040,359,1107,369)
subhead-reports: REPORTS. xyxy=(378,570,428,579)
article-paragraph: Cr. Thompson: Has the Engineer used any Star cement in the work now going on? xyxy=(176,719,317,751)
ad-line: BROADWAY. xyxy=(532,1544,586,1554)
article-paragraph: In reply to a remark by the Mayor about putting words into the Engineer's mouth, Cr King said nothing of the sort had been done, as he was the only councillor who had asked the Engineer any question. xyxy=(176,1311,317,1376)
ad-line: TO HELP THE MOTHERS AND SAVE THE BABIES. xyxy=(959,1368,1106,1389)
article-paragraph: For Chronic Chest Complaints Woods' Great Peppermint Cure, 1s 6d, 2s 6d. xyxy=(329,1606,478,1638)
